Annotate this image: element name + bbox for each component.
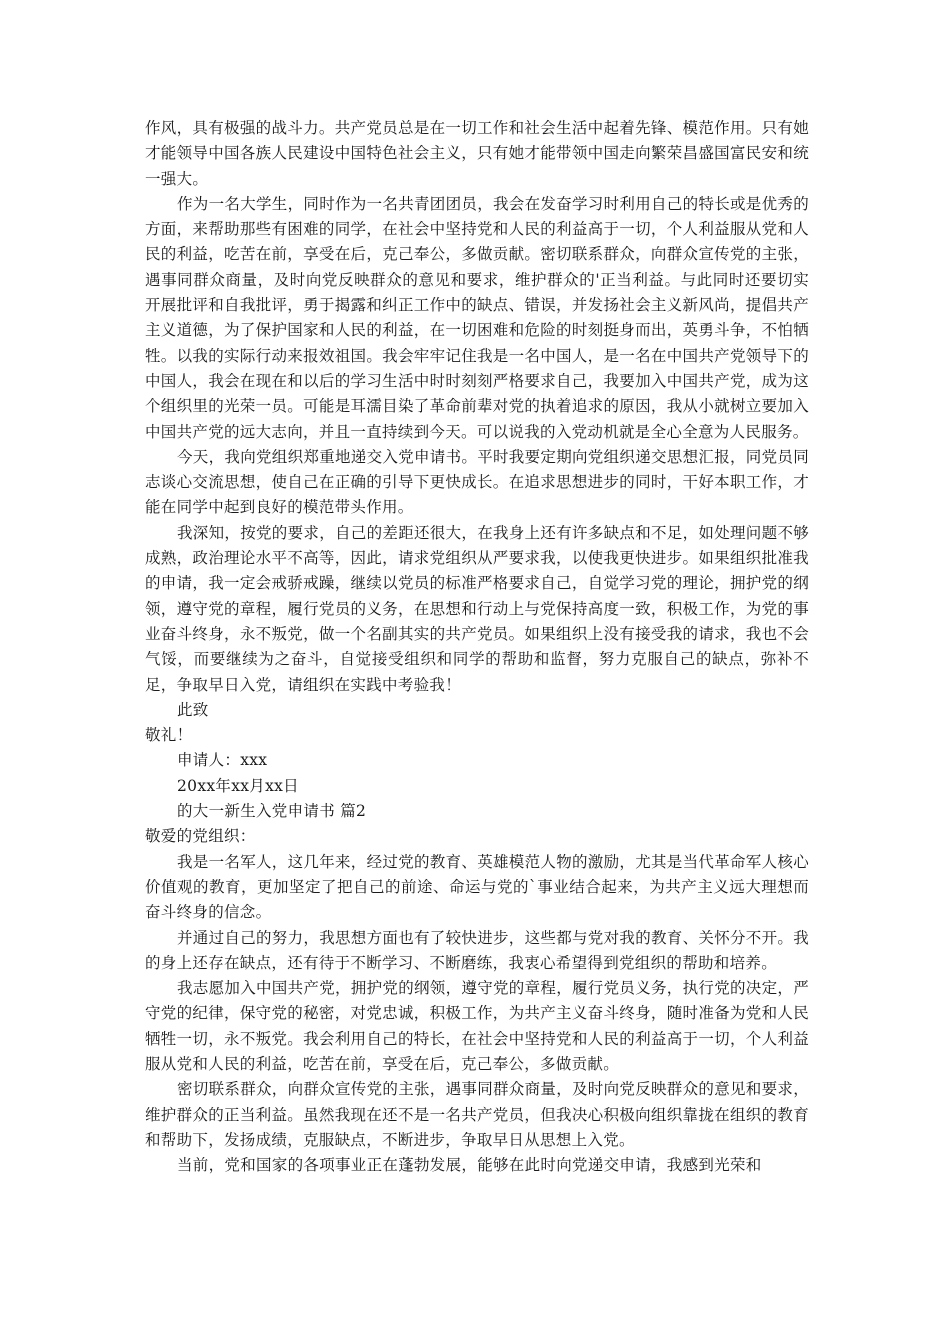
- paragraph-pledge: 我志愿加入中国共产党，拥护党的纲领，遵守党的章程，履行党员义务，执行党的决定，严守党的纪律，保守党的秘密，对党忠诚，积极工作，为共产主义奋斗终身，随时准备为党和人民牺牲一切，永不叛党。我会利用自己的特长，在社会中坚持党和人民的利益高于一切，个人利益服从党和人民的利益，吃苦在前，享受在后，克己奉公，多做贡献。: [145, 979, 810, 1073]
- applicant-signature: 申请人：xxx: [177, 751, 268, 770]
- paragraph-continuation: 作风，具有极强的战斗力。共产党员总是在一切工作和社会生活中起着先锋、模范作用。只有她才能领导中国各族人民建设中国特色社会主义，只有她才能带领中国走向繁荣昌盛国富民安和统一强大。: [145, 119, 809, 188]
- paragraph-soldier: 我是一名军人，这几年来，经过党的教育、英雄模范人物的激励，尤其是当代革命军人核心价值观的教育，更加坚定了把自己的前途、命运与党的`事业结合起来，为共产主义远大理想而奋斗终身的信念。: [145, 852, 810, 922]
- paragraph-masses: 密切联系群众，向群众宣传党的主张，遇事同群众商量，及时向党反映群众的意见和要求，维护群众的正当利益。虽然我现在还不是一名共产党员，但我决心积极向组织靠拢在组织的教育和帮助下，发扬成绩，克服缺点，不断进步，争取早日从思想上入党。: [145, 1080, 810, 1149]
- greeting: 敬爱的党组织：: [145, 827, 256, 846]
- section-heading-part-2: 的大一新生入党申请书 篇2: [177, 802, 367, 821]
- application-date: 20xx年xx月xx日: [177, 776, 299, 795]
- paragraph-college-student: 作为一名大学生，同时作为一名共青团团员，我会在发奋学习时利用自己的特长或是优秀的方面，来帮助那些有困难的同学，在社会中坚持党和人民的利益高于一切，个人利益服从党和人民的利益，吃苦在前，享受在后，克己奉公，多做贡献。密切联系群众，向群众宣传党的主张，遇事同群众商量，及时向党反映群众的意见和要求，维护群众的'正当利益。与此同时还要切实开展批评和自我批评，勇于揭露和纠正工作中的缺点、错误，并发扬社会主义新风尚，提倡共产主义道德，为了保护国家和人民的利益，在一切困难和危险的时刻挺身而出，英勇斗争，不怕牺牲。以我的实际行动来报效祖国。我会牢牢记住我是一名中国人，是一名在中国共产党领导下的中国人，我会在现在和以后的学习生活中时时刻刻严格要求自己，我要加入中国共产党，成为这个组织里的光荣一员。可能是耳濡目染了革命前辈对党的执着追求的原因，我从小就树立要加入中国共产党的远大志向，并且一直持续到今天。可以说我的入党动机就是全心全意为人民服务。: [145, 194, 810, 441]
- paragraph-self-assessment: 我深知，按党的要求，自己的差距还很大，在我身上还有许多缺点和不足，如处理问题不够成熟，政治理论水平不高等，因此，请求党组织从严要求我，以使我更快进步。如果组织批准我的申请，我一定会戒骄戒躁，继续以党员的标准严格要求自己，自觉学习党的理论，拥护党的纲领，遵守党的章程，履行党员的义务，在思想和行动上与党保持高度一致，积极工作，为党的事业奋斗终身，永不叛党，做一个名副其实的共产党员。如果组织上没有接受我的请求，我也不会气馁，而要继续为之奋斗，自觉接受组织和同学的帮助和监督，努力克服自己的缺点，弥补不足，争取早日入党，请组织在实践中考验我！: [145, 523, 810, 694]
- paragraph-today: 今天，我向党组织郑重地递交入党申请书。平时我要定期向党组织递交思想汇报，同党员同志谈心交流思想，使自己在正确的引导下更快成长。在追求思想进步的同时，干好本职工作，才能在同学中起到良好的模范带头作用。: [145, 447, 810, 517]
- closing-respect: 敬礼！: [145, 726, 193, 745]
- document-body: [145, 116, 809, 1178]
- closing-salutation: 此致: [177, 700, 209, 719]
- paragraph-current: 当前，党和国家的各项事业正在蓬勃发展，能够在此时向党递交申请，我感到光荣和: [177, 1156, 762, 1175]
- paragraph-progress: 并通过自己的努力，我思想方面也有了较快进步，这些都与党对我的教育、关怀分不开。我的身上还存在缺点，还有待于不断学习、不断磨练，我衷心希望得到党组织的帮助和培养。: [145, 928, 810, 972]
